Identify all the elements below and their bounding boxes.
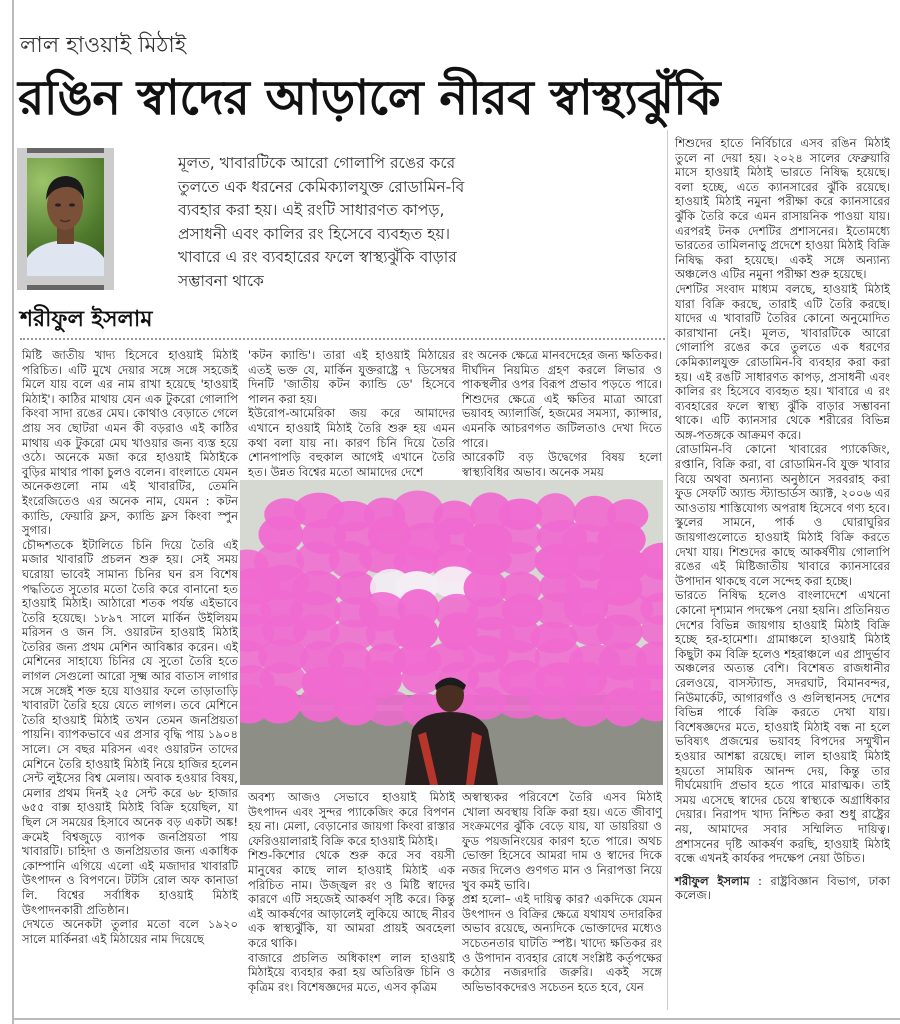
candy-bag: [401, 662, 441, 694]
paragraph: অবশ্য আজও সেভাবে হাওয়াই মিঠাই উৎপাদন এবং সুন্দর প্যাকেজিং করে বিপণন হয় না। মেলা, বেড়ানোর জায়গা কিংবা রাস্তার ফেরিওয়ালারাই বিক্রি করে হাওয়াই মিঠাই।: [248, 790, 455, 848]
paragraph: অস্বাস্থ্যকর পরিবেশে তৈরি এসব মিঠাই খোলা অবস্থায় বিক্রি করা হয়। এতে জীবাণু সংক্রমণের ঝুঁকি বেড়ে যায়, যা ডায়রিয়া ও ফুড পয়জনিংয়ের কারণ হতে পারে। অথচ ভোক্তা হিসেবে আমরা দাম ও স্বাদের দিকে নজর দিলেও গুণগত মান ও নিরাপত্তা নিয়ে খুব কমই ভাবি।: [462, 790, 662, 892]
paragraph: মিষ্টি জাতীয় খাদ্য হিসেবে হাওয়াই মিঠাই পরিচিত। এটি মুখে দেয়ার সঙ্গে সঙ্গে সহজেই মিলে যায় বলে এর নাম রাখা হয়েছে 'হাওয়াই মিঠাই'। কাঠির মাথায় যেন এক টুকরো গোলাপি কিংবা সাদা রঙের মেঘ। কোথাও বেড়াতে গেলে প্রায় সব ছোটরা এমন কী বড়রাও এই কাঠির মাথায় এক টুকরো মেঘ খাওয়ার জন্য ব্যস্ত হয়ে ওঠে। অনেকে মজা করে হাওয়াই মিঠাইকে বুড়ির মাথার পাকা চুলও বলেন। বাংলাতে যেমন অনেকগুলো নাম এই খাবারটির, তেমনি ইংরেজিতেও এর অনেক নাম, যেমন : কটন ক্যান্ডি, ফেয়ারি ফ্লস, ক্যান্ডি ফ্লস কিংবা স্পুন সুগার।: [22, 348, 238, 538]
paragraph: বাজারে প্রচলিত অধিকাংশ লাল হাওয়াই মিঠাইয়ে ব্যবহার করা হয় অতিরিক্ত চিনি ও কৃত্রিম রং। বিশেষজ্ঞদের মতে, এসব কৃত্রিম: [248, 950, 455, 994]
column-3-bottom: [462, 790, 662, 994]
page-border-left: [12, 0, 14, 1024]
candy-bag: [257, 685, 301, 723]
paragraph: শিশুদের হাতে নির্বিচারে এসব রঙিন মিঠাই তুলে না দেয়া হয়। ২০২৪ সালের ফেব্রুয়ারি মাসে হাওয়াই মিঠাই ভারতে নিষিদ্ধ হয়েছে। বলা হচ্ছে, এতে ক্যানসারের ঝুঁকি রয়েছে। হাওয়াই মিঠাই নমুনা পরীক্ষা করে ক্যানসারের ঝুঁকি তৈরি করে এমন রাসায়নিক পাওয়া যায়। এরপরই টনক দেশটির প্রশাসনের। ইতোমধ্যে ভারতের তামিলনাড়ু প্রদেশে হাওয়া মিঠাই বিক্রি নিষিদ্ধ করা হয়েছে। একই সঙ্গে অন্যান্য অঞ্চলেও এটির নমুনা পরীক্ষা শুরু হয়েছে।: [675, 136, 890, 282]
column-4: [675, 136, 890, 903]
paragraph: রং অনেক ক্ষেত্রে মানবদেহের জন্য ক্ষতিকর। দীর্ঘদিন নিয়মিত গ্রহণ করলে লিভার ও পাকস্থলীর ওপর বিরূপ প্রভাব পড়তে পারে। শিশুদের ক্ষেত্রে এই ক্ষতির মাত্রা আরো ভয়াবহ অ্যালার্জি, হজমের সমস্যা, ক্যান্সার, এমনকি আচরণগত জটিলতাও দেখা দিতে পারে।: [462, 348, 662, 450]
author-portrait: [27, 158, 104, 276]
photo-frame-top: [27, 148, 104, 153]
column-2-bottom: [248, 790, 455, 994]
headline: রঙিন স্বাদের আড়ালে নীরব স্বাস্থ্যঝুঁকি: [18, 70, 721, 126]
page-border-bottom: [12, 1018, 900, 1020]
kicker: লাল হাওয়াই মিঠাই: [20, 33, 187, 58]
paragraph: চৌদ্দশতকে ইটালিতে চিনি দিয়ে তৈরি এই মজার খাবারটি প্রচলন শুরু হয়। সেই সময় ঘরোয়া ভাবেই সামান্য চিনির ঘন রস বিশেষ পদ্ধতিতে সুতোর মতো তৈরি করে বানানো হত হাওয়াই মিঠাই। আঠারো শতক পর্যন্ত এইভাবে তৈরি হয়েছে। ১৮৯৭ সালে মার্কিন উইলিয়ম মরিসন ও জন সি. ওয়ারটন হাওয়াই মিঠাই তৈরির জন্য প্রথম মেশিন আবিষ্কার করেন। এই মেশিনের সাহায্যে চিনির যে সুতো তৈরি হতে লাগল সেগুলো আরো সূক্ষ্ম আর বাতাস লাগার সঙ্গে সঙ্গেই শক্ত হয়ে যাওয়ার ফলে তাড়াতাড়ি খাবারটা তৈরি হয়ে যেতে লাগল। তবে মেশিনে তৈরি হাওয়াই মিঠাই তখন তেমন জনপ্রিয়তা পায়নি। ব্যাপকভাবে এর প্রসার বৃদ্ধি পায় ১৯০৪ সালে। সে বছর মরিসন এবং ওয়ারটন তাদের মেশিনে তৈরি হাওয়াই মিঠাই নিয়ে হাজির হলেন সেন্ট লুইসের বিশ্ব মেলায়। অবাক হওয়ার বিষয়, মেলার প্রথম দিনই ২৫ সেন্ট করে ৬৮ হাজার ৬৫৫ বাক্স হাওয়াই মিঠাই বিক্রি হয়েছিল, যা ছিল সে সময়ের হিসাবে অনেক বড় একটা অঙ্ক! ক্রমেই বিশ্বজুড়ে ব্যাপক জনপ্রিয়তা পায় খাবারটি। চাহিদা ও জনপ্রিয়তার জন্য একাধিক কোম্পানি এগিয়ে এলো এই মজাদার খাবারটি উৎপাদন ও বিপণনে। টটসি রোল অফ কানাডা লি. বিশ্বের সর্বাধিক হাওয়াই মিঠাই উৎপাদনকারী প্রতিষ্ঠান।: [22, 537, 238, 917]
paragraph: ভারতে নিষিদ্ধ হলেও বাংলাদেশে এখনো কোনো দৃশ্যমান পদক্ষেপ নেয়া হয়নি। প্রতিনিয়ত দেশের বিভিন্ন জায়গায় হাওয়াই মিঠাই বিক্রি হচ্ছে হর-হামেশা। গ্রামাঞ্চলে হাওয়াই মিঠাই কিছুটা কম বিক্রি হলেও শহরাঞ্চলে এর প্রাদুর্ভাব অঞ্চলের অত্যন্ত বেশি। বিশেষত রাজধানীর রেলওয়ে, বাসস্ট্যান্ড, সদরঘাট, বিমানবন্দর, নিউমার্কেট, আগারগাঁও ও গুলিস্থানসহ দেশের বিভিন্ন পার্কে বিক্রি করতে দেখা যায়। বিশেষজ্ঞদের মতে, হাওয়াই মিঠাই বন্ধ না হলে ভবিষ্যৎ প্রজন্মের ভয়াবহ বিপদের সম্মুখীন হওয়ার আশঙ্কা রয়েছে। লাল হাওয়াই মিঠাই হয়তো সাময়িক আনন্দ দেয়, কিন্তু তার দীর্ঘমেয়াদি প্রভাব হতে পারে মারাত্মক। তাই সময় এসেছে স্বাদের চেয়ে স্বাস্থ্যকে অগ্রাধিকার দেয়ার। নিরাপদ খাদ্য নিশ্চিত করা শুধু রাষ্ট্রের নয়, আমাদের সবার সম্মিলিত দায়িত্ব। প্রশাসনের দৃষ্টি আকর্ষণ করছি, হাওয়াই মিঠাই বন্ধে এখনই কার্যকর পদক্ষেপ নেয়া উচিত।: [675, 588, 890, 866]
photo-frame-bottom: [27, 285, 104, 290]
paragraph: ইউরোপ-আমেরিকা জয় করে আমাদের এখানে হাওয়াই মিঠাই তৈরি শুরু হয় এমন কথা বলা যায় না। কারণ চিনি দিয়ে তৈরি শোনপাপড়ি বহুকাল আগেই এখানে তৈরি হত। উন্নত বিশ্বের মতো আমাদের দেশে: [248, 406, 455, 479]
signature-name: শরীফুল ইসলাম: [675, 873, 750, 888]
paragraph: দেখতে অনেকটা তুলার মতো বলে ১৯২০ সালে মার্কিনরা এই মিঠায়ের নাম দিয়েছে: [22, 917, 238, 946]
author-photo: [17, 148, 114, 290]
paragraph: প্রশ্ন হলো– এই দায়িত্ব কার? একদিকে যেমন উৎপাদন ও বিক্রির ক্ষেত্রে যথাযথ তদারকির অভাব রয়েছে, অন্যদিকে ভোক্তাদের মধ্যেও সচেতনতার ঘাটতি স্পষ্ট। খাদ্যে ক্ষতিকর রং ও উপাদান ব্যবহার রোধে সংশ্লিষ্ট কর্তৃপক্ষের কঠোর নজরদারি জরুরি। একই সঙ্গে অভিভাবকদেরও সচেতন হতে হবে, যেন: [462, 892, 662, 994]
column-divider: [667, 130, 668, 1010]
paragraph: দেশটির সংবাদ মাধ্যম বলছে, হাওয়াই মিঠাই যারা বিক্রি করছে, তারাই এটি তৈরি করছে। যাদের এ খাবারটি তৈরির কোনো অনুমোদিত কারাখানা নেই। মূলত, খাবারটিকে আরো গোলাপি রঙের করে তুলতে এক ধরণের কেমিক্যালযুক্ত রোডামিন-বি ব্যবহার করা করা হয়। এই রঙটি সাধারণত কাপড়, প্রসাধনী এবং কালির রং হিসেবে ব্যবহৃত হয়। খাবারে এ রং ব্যবহারের ফলে স্বাস্থ্য ঝুঁকি বাড়ার সম্ভাবনা থাকে। এটি ক্যানসার থেকে শরীরের বিভিন্ন অঙ্গ-পতঙ্গকে আক্রমণ করে।: [675, 281, 890, 442]
signature-affiliation: : রাষ্ট্রবিজ্ঞান বিভাগ, ঢাকা কলেজ।: [675, 873, 890, 903]
paragraph: শিশু-কিশোর থেকে শুরু করে সব বয়সী মানুষের কাছে লাল হাওয়াই মিঠাই এক পরিচিত নাম। উজ্জ্বল রং ও মিষ্টি স্বাদের কারণে এটি সহজেই আকর্ষণ সৃষ্টি করে। কিন্তু এই আকর্ষণের আড়ালেই লুকিয়ে আছে নীরব এক স্বাস্থ্যঝুঁকি, যা আমরা প্রায়ই অবহেলা করে থাকি।: [248, 848, 455, 950]
dotted-divider: [20, 338, 665, 340]
author-byline: শরীফুল ইসলাম: [20, 307, 153, 332]
intro-pullquote: মূলত, খাবারটিকে আরো গোলাপি রঙের করে তুলতে এক ধরনের কেমিক্যালযুক্ত রোডামিন-বি ব্যবহার করা হয়। এই রংটি সাধারণত কাপড়, প্রসাধনী এবং কালির রং হিসেবে ব্যবহৃত হয়। খাবারে এ রং ব্যবহারের ফলে স্বাস্থ্যঝুঁকি বাড়ার সম্ভাবনা থাকে: [178, 154, 465, 290]
paragraph: রোডামিন-বি কোনো খাবারের প্যাকেজিং, রপ্তানি, বিক্রি করা, বা রোডামিন-বি যুক্ত খাবার বিয়ে অথবা অন্যান্য অনুষ্ঠানে সরবরাহ করা ফুড সেফটি অ্যান্ড স্ট্যান্ডার্ডস অ্যাক্ট, ২০০৬ এর আওতায় শাস্তিযোগ্য অপরাধ হিসেবে গণ্য হবে। স্কুলের সামনে, পার্ক ও ঘোরাঘুরির জায়গাগুলোতে হাওয়াই মিঠাই বিক্রি করতে দেখা যায়। শিশুদের কাছে আকর্ষণীয় গোলাপি রঙের এই মিষ্টিজাতীয় খাবারে ক্যানসারের উপাদান থাকছে বলে সন্দেহ করা হচ্ছে।: [675, 442, 890, 588]
candy-bag: [497, 542, 539, 575]
column-2-top: [248, 348, 455, 479]
paragraph: 'কটন ক্যান্ডি'। তারা এই হাওয়াই মিঠায়ের এতই ভক্ত যে, মার্কিন যুক্তরাষ্ট্রে ৭ ডিসেম্বর দিনটি 'জাতীয় কটন ক্যান্ডি ডে' হিসেবে পালন করা হয়।: [248, 348, 455, 406]
paragraph: আরেকটি বড় উদ্বেগের বিষয় হলো স্বাস্থ্যবিধির অভাব। অনেক সময়: [462, 450, 662, 479]
cotton-candy-vendor-photo: [240, 480, 663, 785]
author-signature: [675, 874, 890, 903]
column-3-top: [462, 348, 662, 479]
column-1: [22, 348, 238, 946]
